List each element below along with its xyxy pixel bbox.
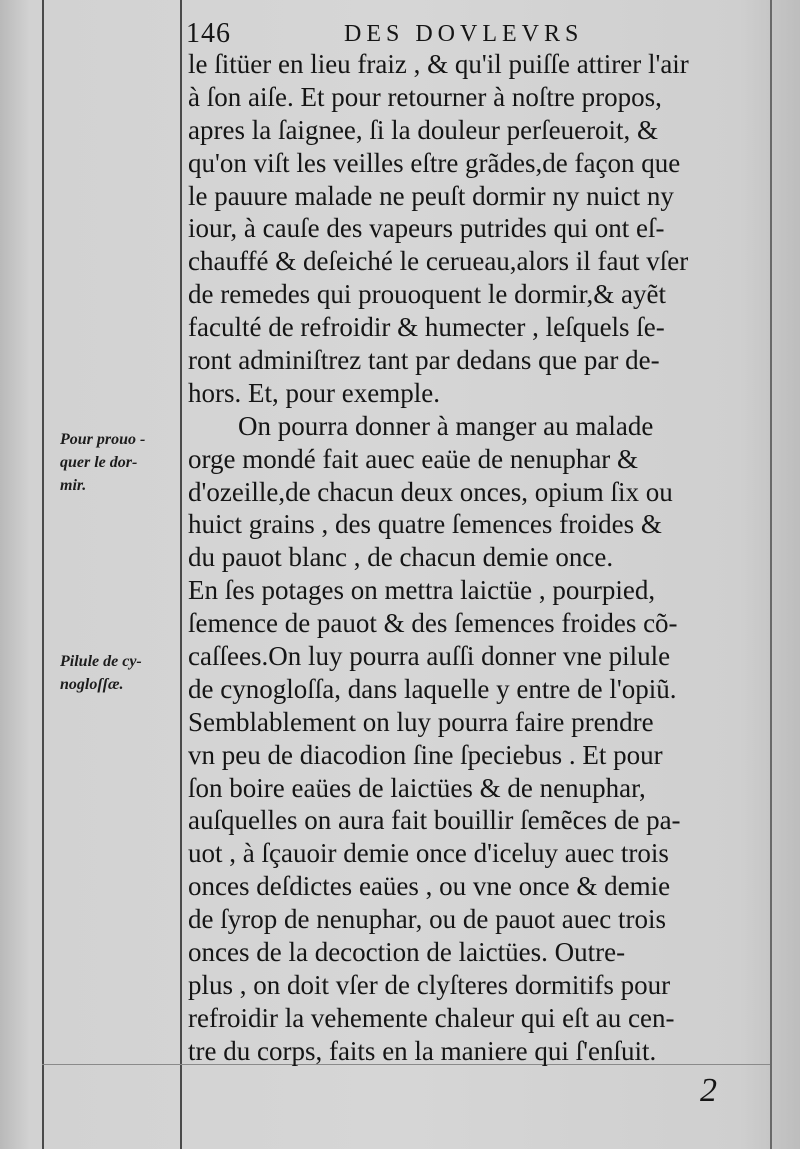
- margin-note-line: mir.: [60, 477, 87, 494]
- text-line: de remedes qui prouoquent le dormir,& ayẽt: [188, 279, 667, 310]
- text-line: plus , on doit vſer de clyſteres dormitifs pour: [188, 969, 671, 1000]
- text-line: auſquelles on aura fait bouillir ſemẽces de pa-: [188, 805, 681, 836]
- page-number: 146: [186, 18, 231, 49]
- text-line: ſon boire eaües de laictües & de nenuphar,: [188, 772, 646, 803]
- right-margin-rule: [770, 0, 772, 1149]
- text-line: caſſees.On luy pourra auſſi donner vne pilule: [188, 641, 671, 672]
- text-line: vn peu de diacodion ſine ſpeciebus . Et pour: [188, 739, 663, 770]
- text-line: ſemence de pauot & des ſemences froides cõ-: [188, 608, 678, 639]
- text-line: orge mondé fait auec eaüe de nenuphar &: [188, 443, 639, 474]
- margin-note-line: nogloſſæ.: [60, 676, 124, 693]
- text-line: hors. Et, pour exemple.: [188, 377, 440, 408]
- body-text: [188, 48, 760, 1068]
- text-line: qu'on viſt les veilles eſtre grãdes,de façon que: [188, 147, 681, 178]
- text-line: apres la ſaignee, ſi la douleur perſeueroit, &: [188, 114, 659, 145]
- text-line: huict grains , des quatre ſemences froides &: [188, 509, 662, 540]
- text-line: d'ozeille,de chacun deux onces, opium ſix ou: [188, 476, 673, 507]
- margin-note-line: Pilule de cy-: [60, 653, 142, 670]
- margin-note-line: Pour prouo -: [60, 431, 146, 448]
- page-header: [186, 18, 756, 52]
- margin-note-sleep: [60, 428, 178, 497]
- text-line: onces deſdictes eaües , ou vne once & demie: [188, 871, 671, 902]
- inner-margin-rule: [180, 0, 182, 1149]
- text-line: du pauot blanc , de chacun demie once.: [188, 542, 614, 573]
- outer-margin-rule: [42, 0, 44, 1149]
- text-line: de ſyrop de nenuphar, ou de pauot auec trois: [188, 904, 667, 935]
- text-line: le pauure malade ne peuſt dormir ny nuict ny: [188, 180, 674, 211]
- paragraph-start-line: On pourra donner à manger au malade: [238, 410, 654, 441]
- text-line: uot , à ſçauoir demie once d'iceluy auec trois: [188, 838, 669, 869]
- text-line: tre du corps, faits en la maniere qui ſ'enſuit.: [188, 1035, 657, 1066]
- text-line: de cynogloſſa, dans laquelle y entre de l'opiũ.: [188, 673, 677, 704]
- margin-note-line: quer le dor-: [60, 454, 138, 471]
- text-line: à ſon aiſe. Et pour retourner à noſtre propos,: [188, 81, 662, 112]
- text-line: En ſes potages on mettra laictüe , pourpied,: [188, 575, 656, 606]
- text-line: iour, à cauſe des vapeurs putrides qui ont eſ-: [188, 213, 665, 244]
- text-line: faculté de refroidir & humecter , leſquels ſe-: [188, 312, 665, 343]
- margin-note-pill: [60, 650, 178, 696]
- text-line: onces de la decoction de laictües. Outre-: [188, 937, 626, 968]
- running-title: DES DOVLEVRS: [344, 21, 584, 47]
- text-line: le ſitüer en lieu fraiz , & qu'il puiſſe attirer l'air: [188, 49, 689, 79]
- text-line: Semblablement on luy pourra faire prendre: [188, 706, 654, 737]
- text-line: chauffé & deſeiché le cerueau,alors il faut vſer: [188, 246, 689, 277]
- signature-mark: 2: [700, 1072, 717, 1109]
- text-line: ront adminiſtrez tant par dedans que par de-: [188, 345, 660, 376]
- text-line: refroidir la vehemente chaleur qui eſt au cen-: [188, 1002, 675, 1033]
